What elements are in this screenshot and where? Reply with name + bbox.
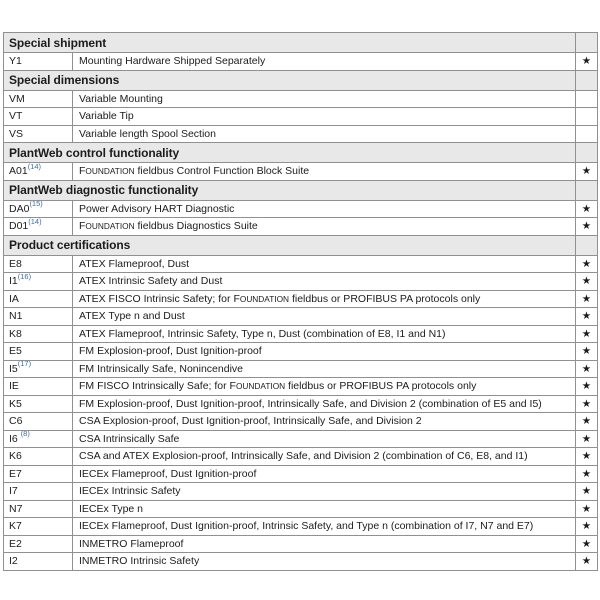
option-code: K5	[9, 397, 22, 410]
option-code-cell	[4, 255, 73, 273]
option-code-cell	[4, 273, 73, 291]
option-description-cell: FM Explosion-proof, Dust Ignition-proof	[73, 343, 576, 361]
option-code-cell	[4, 90, 73, 108]
option-code: I7	[9, 485, 18, 498]
option-star-cell	[576, 125, 598, 143]
option-code-cell	[4, 218, 73, 236]
option-code: A01	[9, 165, 28, 178]
star-icon: ★	[581, 555, 592, 567]
option-star-cell	[576, 255, 598, 273]
option-row	[4, 430, 598, 448]
option-row	[4, 378, 598, 396]
star-icon: ★	[581, 432, 592, 445]
option-description-cell: INMETRO Intrinsic Safety	[73, 553, 576, 571]
option-code: K7	[9, 520, 22, 533]
option-row	[4, 500, 598, 518]
option-code-cell	[4, 53, 73, 71]
section-row	[4, 33, 598, 53]
option-code: K8	[9, 327, 22, 340]
option-row	[4, 53, 598, 71]
star-icon: ★	[581, 537, 592, 550]
footnote-ref: (17)	[17, 360, 32, 369]
option-code: N1	[9, 310, 23, 323]
footnote-ref: (16)	[17, 272, 32, 281]
option-code-cell	[4, 290, 73, 308]
option-star-cell	[576, 535, 598, 553]
star-icon: ★	[581, 362, 592, 375]
option-code-cell	[4, 465, 73, 483]
option-description-cell: ATEX Flameproof, Dust	[73, 255, 576, 273]
star-icon: ★	[581, 275, 592, 287]
option-star-cell	[576, 360, 598, 378]
option-star-cell	[576, 163, 598, 181]
option-description-cell: Power Advisory HART Diagnostic	[73, 200, 576, 218]
option-code: I1	[9, 275, 18, 288]
option-row	[4, 90, 598, 108]
option-description-cell: IECEx Flameproof, Dust Ignition-proof, Intrinsic Safety, and Type n (combination of I7, N7 and E7)	[73, 518, 576, 536]
section-header: Product certifications	[4, 235, 576, 255]
option-description-cell: Variable length Spool Section	[73, 125, 576, 143]
section-header-star-cell	[576, 143, 598, 163]
option-star-cell	[576, 413, 598, 431]
footnote-ref: (15)	[29, 200, 43, 209]
option-star-cell	[576, 108, 598, 126]
foundation-wordmark: FOUNDATION	[79, 165, 135, 178]
option-row	[4, 325, 598, 343]
option-code-cell	[4, 343, 73, 361]
option-star-cell	[576, 90, 598, 108]
option-code: VM	[9, 92, 25, 105]
option-row	[4, 343, 598, 361]
foundation-wordmark: FOUNDATION	[79, 220, 135, 233]
option-description-cell: ATEX Type n and Dust	[73, 308, 576, 326]
section-row	[4, 180, 598, 200]
option-code: C6	[9, 415, 23, 428]
option-star-cell	[576, 273, 598, 291]
option-star-cell	[576, 325, 598, 343]
star-icon: ★	[581, 380, 592, 392]
option-row	[4, 200, 598, 218]
section-header-star-cell	[576, 70, 598, 90]
option-code-cell	[4, 325, 73, 343]
section-header-star-cell	[576, 33, 598, 53]
option-code-cell	[4, 108, 73, 126]
star-icon: ★	[581, 310, 592, 322]
option-description-cell: IECEx Intrinsic Safety	[73, 483, 576, 501]
option-code-cell	[4, 430, 73, 448]
section-header: PlantWeb control functionality	[4, 143, 576, 163]
option-star-cell	[576, 465, 598, 483]
option-code: D01	[9, 220, 29, 233]
option-star-cell	[576, 343, 598, 361]
option-star-cell	[576, 430, 598, 448]
option-description-cell: ATEX FISCO Intrinsic Safety; for FOUNDATION fieldbus or PROFIBUS PA protocols only	[73, 290, 576, 308]
option-code: E2	[9, 537, 22, 550]
option-description-cell: Variable Tip	[73, 108, 576, 126]
option-code: Y1	[9, 55, 22, 68]
option-code: I5	[9, 362, 18, 375]
option-code: E8	[9, 257, 22, 270]
option-description-cell: FM Explosion-proof, Dust Ignition-proof, Intrinsically Safe, and Division 2 (combination of E5 and I5)	[73, 395, 576, 413]
option-star-cell	[576, 218, 598, 236]
option-star-cell	[576, 53, 598, 71]
star-icon: ★	[581, 345, 592, 357]
option-description-cell: IECEx Flameproof, Dust Ignition-proof	[73, 465, 576, 483]
option-description-cell: FM FISCO Intrinsically Safe; for FOUNDATION fieldbus or PROFIBUS PA protocols only	[73, 378, 576, 396]
section-header-star-cell	[576, 235, 598, 255]
option-row	[4, 535, 598, 553]
options-table-body	[4, 33, 598, 571]
option-row	[4, 218, 598, 236]
option-description-cell: INMETRO Flameproof	[73, 535, 576, 553]
option-row	[4, 465, 598, 483]
star-icon: ★	[581, 202, 592, 215]
option-code: DA0	[9, 202, 30, 215]
option-row	[4, 553, 598, 571]
option-row	[4, 125, 598, 143]
star-icon: ★	[581, 292, 592, 305]
option-row	[4, 308, 598, 326]
option-description-cell: IECEx Type n	[73, 500, 576, 518]
footnote-ref: (14)	[27, 162, 42, 171]
option-description-cell: CSA Intrinsically Safe	[73, 430, 576, 448]
option-code: VT	[9, 110, 23, 123]
option-code-cell	[4, 200, 73, 218]
option-code-cell	[4, 500, 73, 518]
section-row	[4, 70, 598, 90]
option-code-cell	[4, 125, 73, 143]
option-row	[4, 395, 598, 413]
options-table	[3, 32, 598, 571]
option-code-cell	[4, 163, 73, 181]
option-description-cell: ATEX Intrinsic Safety and Dust	[73, 273, 576, 291]
option-row	[4, 163, 598, 181]
star-icon: ★	[581, 467, 592, 480]
option-code-cell	[4, 535, 73, 553]
star-icon: ★	[581, 450, 592, 462]
option-code: E5	[9, 345, 22, 358]
star-icon: ★	[581, 397, 592, 410]
section-header: Special dimensions	[4, 70, 576, 90]
option-code-cell	[4, 483, 73, 501]
star-icon: ★	[581, 485, 592, 497]
option-code-cell	[4, 395, 73, 413]
option-code: I2	[9, 555, 18, 568]
option-star-cell	[576, 290, 598, 308]
option-code: K6	[9, 450, 22, 463]
option-code: IE	[9, 380, 19, 393]
option-code: N7	[9, 502, 23, 515]
option-row	[4, 360, 598, 378]
star-icon: ★	[581, 327, 592, 340]
star-icon: ★	[581, 415, 592, 427]
option-code: IA	[9, 292, 19, 305]
option-description-cell: Mounting Hardware Shipped Separately	[73, 53, 576, 71]
star-icon: ★	[581, 520, 592, 532]
option-code-cell	[4, 413, 73, 431]
option-code-cell	[4, 308, 73, 326]
option-star-cell	[576, 200, 598, 218]
option-description-cell: FOUNDATION fieldbus Control Function Block Suite	[73, 163, 576, 181]
option-row	[4, 413, 598, 431]
option-code: E7	[9, 467, 22, 480]
option-row	[4, 448, 598, 466]
option-code: I6	[9, 432, 18, 445]
option-star-cell	[576, 395, 598, 413]
option-row	[4, 483, 598, 501]
section-header: Special shipment	[4, 33, 576, 53]
option-row	[4, 255, 598, 273]
option-code-cell	[4, 448, 73, 466]
option-row	[4, 518, 598, 536]
foundation-wordmark: FOUNDATION	[233, 292, 290, 305]
option-description-cell: CSA Explosion-proof, Dust Ignition-proof, Intrinsically Safe, and Division 2	[73, 413, 576, 431]
star-icon: ★	[581, 502, 592, 515]
option-code-cell	[4, 360, 73, 378]
option-star-cell	[576, 518, 598, 536]
option-star-cell	[576, 483, 598, 501]
footnote-ref: (8)	[20, 430, 30, 439]
option-star-cell	[576, 448, 598, 466]
foundation-wordmark: FOUNDATION	[229, 380, 286, 393]
option-star-cell	[576, 378, 598, 396]
option-code-cell	[4, 553, 73, 571]
option-row	[4, 108, 598, 126]
star-icon: ★	[581, 165, 592, 177]
option-star-cell	[576, 553, 598, 571]
option-code-cell	[4, 378, 73, 396]
option-description-cell: FM Intrinsically Safe, Nonincendive	[73, 360, 576, 378]
star-icon: ★	[581, 220, 592, 232]
section-header-star-cell	[576, 180, 598, 200]
footnote-ref: (14)	[28, 217, 42, 226]
option-star-cell	[576, 308, 598, 326]
option-code-cell	[4, 518, 73, 536]
option-row	[4, 290, 598, 308]
option-description-cell: ATEX Flameproof, Intrinsic Safety, Type n, Dust (combination of E8, I1 and N1)	[73, 325, 576, 343]
option-description-cell: CSA and ATEX Explosion-proof, Intrinsically Safe, and Division 2 (combination of C6, E8, and I1)	[73, 448, 576, 466]
section-row	[4, 143, 598, 163]
option-description-cell: Variable Mounting	[73, 90, 576, 108]
option-description-cell: FOUNDATION fieldbus Diagnostics Suite	[73, 218, 576, 236]
option-star-cell	[576, 500, 598, 518]
section-header: PlantWeb diagnostic functionality	[4, 180, 576, 200]
star-icon: ★	[581, 257, 592, 270]
option-row	[4, 273, 598, 291]
star-icon: ★	[581, 55, 592, 67]
option-code: VS	[9, 127, 24, 140]
section-row	[4, 235, 598, 255]
